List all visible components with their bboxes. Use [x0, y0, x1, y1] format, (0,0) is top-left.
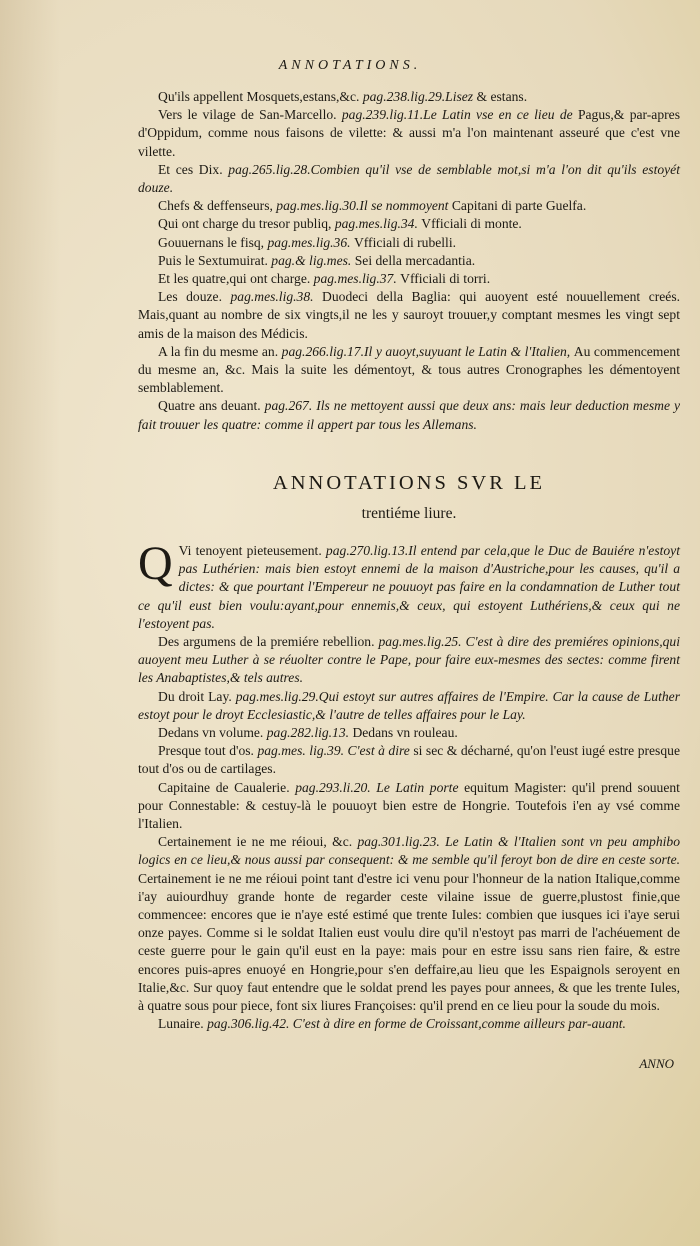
lemma-text: Dedans vn volume. — [158, 725, 267, 741]
section-subtitle: trentiéme liure. — [361, 505, 457, 522]
reference-note: pag.270.lig.13.Il entend par cela,que le Duc de Bauiére n'estoyt pas Luthérien: mais bien estoyt ennemi de la maison d'Austriche,pour les causes, qu'il a dictes: & que pourtant l'Empereur ne pouuoyt pas faire en la condamnation de Luther tout ce qu'il eust bien voulu:ayant,pour ennemis,& ceux, qui estoyent Luthériens,& ceux qui ne l'estoyent pas. — [138, 543, 680, 631]
lemma-text: Et les quatre,qui ont charge. — [158, 271, 314, 287]
lemma-text: Capitaine de Caualerie. — [158, 779, 296, 795]
annotation-paragraph — [138, 106, 680, 161]
reference-note: pag.& lig.mes. — [271, 252, 355, 268]
gloss-text: equitum Magister: qu'il prend souuent pour Connestable: & cestuy-là le pouuoyt bien estre de Hongrie. Toutefois i'en ay vsé comme l'Italien. — [138, 779, 680, 832]
page-gutter-shadow — [0, 0, 60, 1246]
reference-note: pag.mes.lig.36. — [267, 234, 354, 250]
gloss-text: si sec & décharné, qu'on l'eust iugé estre presque tout d'os ou de cartilages. — [138, 743, 680, 777]
annotation-paragraph — [138, 343, 680, 398]
annotation-paragraph — [138, 633, 680, 688]
reference-note: pag.266.lig.17.Il y auoyt,suyuant le Latin & l'Italien, — [281, 343, 574, 359]
gloss-text: Certainement ie ne me réioui point tant d'estre ici venu pour l'honneur de la nation Italique,comme i'ay auiourdhuy grande honte de regarder ceste vilaine issue de guerre,plustost finie,que commencee: encores que ie n'aye esté estimé que trente Iules: combien que iusques ici i'aye serui onze payes. Comme si le soldat Italien eust voulu dire qu'il n'estoyt pas marri de l'achéuement de ceste guerre pour le gain qu'il eust en la paye: mais pour en estre issu sans rien faire, & estre encores puis-apres enuoyé en Hongrie,pour s'en deffaire,au lieu que les Espaignols seroyent en Italie,&c. Sur quoy faut entendre que le soldat prend les payes pour annees, & que les trente Iules, à quatre sous pour piece, font six liures Françoises: qu'il prend en ce lieu pour la soude du mois. — [138, 870, 680, 1014]
gloss-text: Sei della mercadantia. — [354, 252, 476, 268]
lemma-text: Des argumens de la premiére rebellion. — [158, 634, 379, 650]
gloss-text: Dedans vn rouleau. — [352, 725, 458, 741]
annotation-paragraph — [138, 197, 680, 215]
reference-note: pag.267. Ils ne mettoyent aussi que deux ans: mais leur deduction mesme y fait trouuer les quatre: comme il appert par tous les Allemans. — [138, 398, 681, 432]
reference-note: pag.265.lig.28.Combien qu'il vse de semblable mot,si m'a l'on dit qu'ils estoyét douze. — [138, 161, 680, 196]
annotation-paragraph — [138, 161, 680, 197]
annotation-paragraph — [138, 88, 680, 106]
reference-note: pag.238.lig.29.Lisez — [362, 89, 477, 104]
annotation-paragraph — [138, 252, 680, 270]
reference-note: pag.mes.lig.34. — [334, 216, 422, 232]
reference-note: pag.301.lig.23. Le Latin & l'Italien sont vn peu amphibo logics en ce lieu,& nous aussi par consequent: & me semble qu'il feroyt bon de dire en ceste sorte. — [138, 834, 680, 868]
annotation-paragraph — [138, 724, 680, 742]
gloss-text: Pagus,& par-apres d'Oppidum, comme nous faisons de vilette: & aussi m'a l'on maintenant asseuré que c'est vne vilette. — [138, 107, 680, 159]
annotation-paragraph — [138, 215, 680, 233]
reference-note: pag.mes.lig.37. — [313, 271, 401, 287]
annotations-block-2 — [138, 537, 680, 1033]
gloss-text: & estans. — [476, 89, 528, 104]
reference-note: pag.mes.lig.29.Qui estoyt sur autres affaires de l'Empire. Car la cause de Luther estoyt pour le droyt Ecclesiastic,& l'autre de telles affaires pour le Lay. — [138, 688, 680, 722]
lemma-text: Gouuernans le fisq, — [158, 234, 268, 250]
lemma-text: Et ces Dix. — [158, 161, 229, 177]
gloss-text: Capitani di parte Guelfa. — [451, 198, 587, 214]
annotation-paragraph — [138, 234, 680, 252]
annotation-paragraph — [138, 1015, 680, 1033]
reference-note: pag.293.li.20. Le Latin porte — [295, 779, 465, 795]
lemma-text: Vers le vilage de San-Marcello. — [158, 107, 342, 123]
reference-note: pag.mes.lig.25. C'est à dire des premiéres opinions,qui auoyent meu Luther à se réuolter contre le Pape, pour faire eux-mesmes des sectes: comme firent les Anabaptistes,& tels autres. — [138, 634, 680, 686]
annotation-paragraph — [138, 688, 680, 724]
lemma-text: Vi tenoyent pieteusement. — [178, 543, 326, 558]
reference-note: pag.mes.lig.30.Il se nommoyent — [276, 198, 452, 214]
annotation-paragraph — [138, 833, 680, 1015]
lemma-text: Du droit Lay. — [158, 688, 236, 704]
annotation-paragraph — [138, 288, 680, 343]
lemma-text: Quatre ans deuant. — [158, 398, 265, 414]
lemma-text: Presque tout d'os. — [158, 743, 258, 759]
annotation-paragraph — [138, 537, 680, 633]
section-title: ANNOTATIONS SVR LE — [272, 472, 546, 494]
lemma-text: Chefs & deffenseurs, — [158, 198, 277, 214]
annotation-paragraph — [138, 270, 680, 288]
gloss-text: Duodeci della Baglia: qui auoyent esté nouuellement creés. Mais,quant au nombre de six vingts,il ne les y sauroyt trouuer,y comptant mesmes les vingt sept amis de la maison des Médicis. — [138, 289, 681, 341]
lemma-text: Qu'ils appellent Mosquets,estans,&c. — [158, 89, 363, 104]
lemma-text: A la fin du mesme an. — [158, 343, 282, 359]
annotation-paragraph — [138, 779, 680, 834]
reference-note: pag.mes. lig.39. C'est à dire — [257, 743, 414, 759]
reference-note: pag.306.lig.42. C'est à dire en forme de Croissant,comme ailleurs par-auant. — [207, 1016, 626, 1032]
lemma-text: Lunaire. — [158, 1016, 208, 1032]
gloss-text: Au commencement du mesme an, &c. Mais la suite les démentoyt, & tous autres Cronographes les démentoyent semblablement. — [138, 343, 680, 396]
reference-note: pag.282.lig.13. — [266, 725, 353, 741]
reference-note: pag.239.lig.11.Le Latin vse en ce lieu de — [341, 107, 578, 123]
running-head: ANNOTATIONS. — [278, 58, 422, 73]
annotations-block-1 — [138, 88, 680, 434]
reference-note: pag.mes.lig.38. — [230, 289, 323, 305]
gloss-text: Vfficiali di rubelli. — [353, 234, 457, 250]
annotation-paragraph — [138, 742, 680, 778]
lemma-text: Certainement ie ne me réioui, &c. — [158, 834, 358, 850]
catchword: ANNO — [639, 1056, 674, 1071]
lemma-text: Qui ont charge du tresor publiq, — [158, 216, 335, 232]
gloss-text: Vfficiali di torri. — [400, 271, 491, 287]
annotation-paragraph — [138, 397, 680, 433]
gloss-text: Vfficiali di monte. — [421, 216, 522, 232]
drop-capital: Q — [138, 537, 173, 590]
lemma-text: Les douze. — [158, 289, 231, 305]
lemma-text: Puis le Sextumuirat. — [158, 252, 272, 268]
